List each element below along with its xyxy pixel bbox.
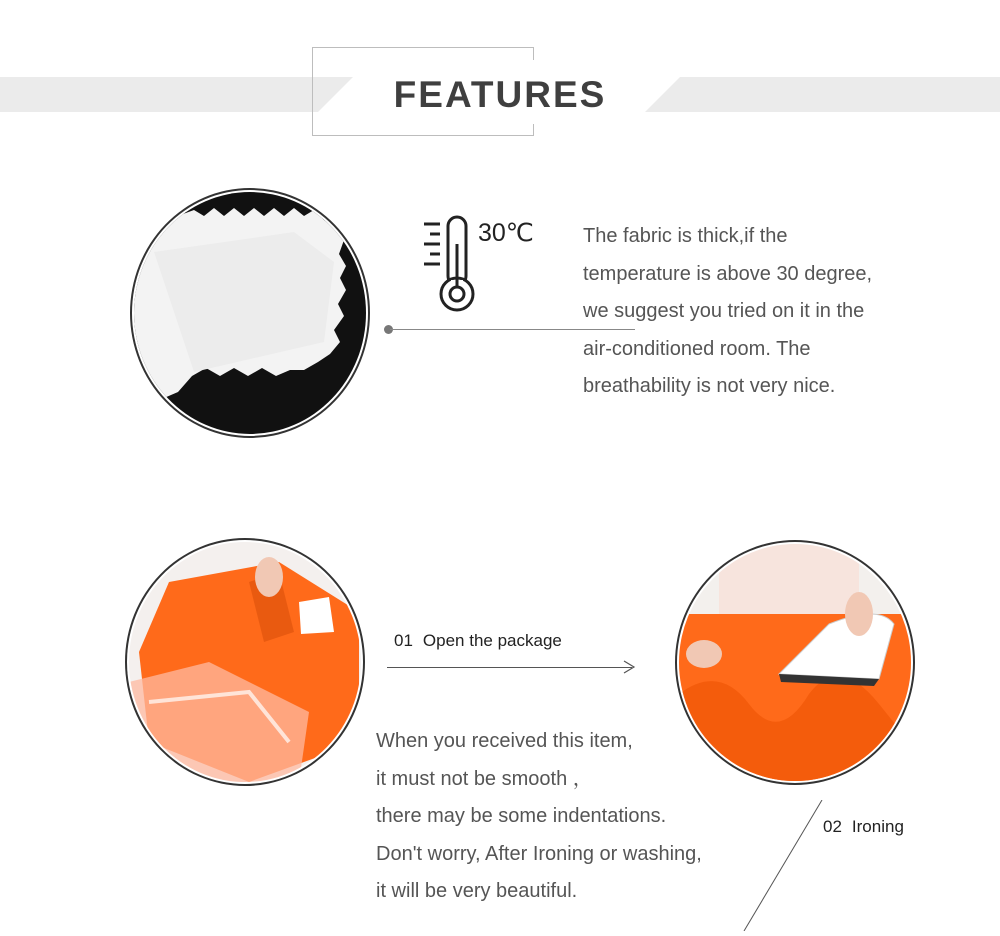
step-open-package [394, 631, 562, 651]
fabric-note-line: breathability is not very nice. [583, 375, 836, 397]
ironing-note-line: Don't worry, After Ironing or washing, [376, 842, 702, 865]
ironing-note-line: When you received this item, [376, 730, 633, 752]
fabric-note-line: The fabric is thick,if the [583, 225, 788, 247]
arrow-right-icon [622, 660, 636, 679]
ironing-note-line: it must not be smooth ， [376, 767, 593, 790]
arrow-line [387, 667, 632, 668]
fabric-photo [134, 192, 366, 434]
package-image [129, 542, 361, 782]
thermometer-icon [418, 214, 478, 319]
page-title: FEATURES [393, 74, 607, 115]
step-number: 01 [394, 631, 413, 650]
step-label: Open the package [422, 631, 562, 650]
temperature-label: 30℃ [478, 219, 534, 247]
ironing-note-line: it will be very beautiful. [376, 880, 578, 902]
ironing-note [376, 723, 776, 911]
step-number: 02 [823, 817, 842, 836]
fabric-note-line: air-conditioned room. The [583, 337, 811, 360]
step-ironing [823, 817, 904, 837]
fabric-note-line: temperature is above 30 degree, [583, 262, 873, 285]
fabric-note-line: we suggest you tried on it in the [583, 300, 865, 322]
ironing-note-line: there may be some indentations. [376, 805, 667, 827]
step-label: Ironing [851, 817, 904, 836]
fabric-image [134, 192, 366, 434]
fabric-note [583, 218, 983, 406]
package-photo [129, 542, 361, 782]
